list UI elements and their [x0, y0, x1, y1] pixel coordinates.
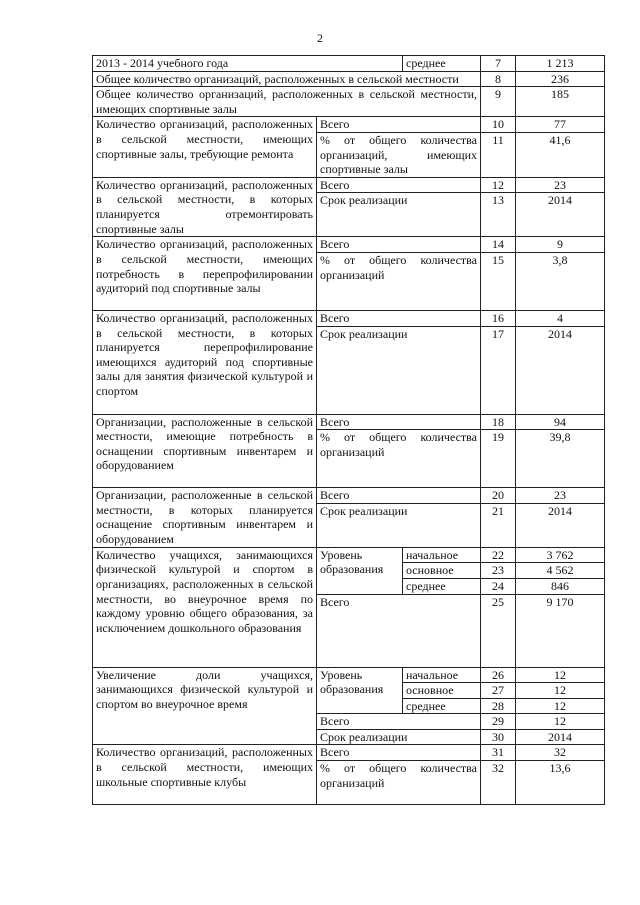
row-sublabel: Всего [317, 488, 481, 504]
row-value: 12 [516, 683, 605, 699]
table-row [93, 177, 605, 193]
level-label: Уровень образования [317, 667, 403, 714]
row-sublabel: Всего [317, 414, 481, 430]
row-number: 20 [481, 488, 516, 504]
row-value: 41,6 [516, 132, 605, 177]
row-number: 15 [481, 252, 516, 310]
row-value: 94 [516, 414, 605, 430]
row-number: 16 [481, 310, 516, 326]
row-sublabel: Всего [317, 117, 481, 133]
row-number: 27 [481, 683, 516, 699]
table-row [93, 117, 605, 133]
row-value: 1 213 [516, 56, 605, 72]
row-value: 4 [516, 310, 605, 326]
row-sublabel: Срок реализации [317, 326, 481, 414]
page-number: 2 [317, 31, 323, 45]
row-sublabel: % от общего количества организаций [317, 430, 481, 488]
row-sublabel: % от общего количества организаций [317, 761, 481, 805]
level-label: Уровень образования [317, 547, 403, 594]
row-number: 11 [481, 132, 516, 177]
indicators-table [92, 55, 605, 805]
row-description: Организации, расположенные в сельской местности, в которых планируется оснащение спортивным инвентарем и оборудованием [93, 488, 317, 548]
row-sublabel: % от общего количества организаций [317, 252, 481, 310]
table-row [93, 488, 605, 504]
row-sublabel: среднее [403, 578, 481, 594]
row-description: Организации, расположенные в сельской местности, имеющие потребность в оснащении спортивным инвентарем и оборудованием [93, 414, 317, 488]
row-sublabel: среднее [403, 698, 481, 714]
row-value: 9 [516, 237, 605, 253]
row-sublabel: % от общего количества организаций, имеющих спортивные залы [317, 132, 481, 177]
row-number: 13 [481, 193, 516, 237]
row-sublabel: Всего [317, 745, 481, 761]
table-row [93, 547, 605, 563]
row-sublabel: основное [403, 563, 481, 579]
row-value: 23 [516, 177, 605, 193]
table-row [93, 310, 605, 326]
row-description: Количество учащихся, занимающихся физической культурой и спортом в организациях, расположенных в сельской местности, во внеурочное время по каждому уровню общего образования, за исключением дошкольного образования [93, 547, 317, 667]
table-row [93, 71, 605, 87]
row-number: 10 [481, 117, 516, 133]
row-description: Количество организаций, расположенных в сельской местности, имеющих школьные спортивные клубы [93, 745, 317, 805]
row-description: Количество организаций, расположенных в сельской местности, имеющих спортивные залы, требующие ремонта [93, 117, 317, 177]
row-number: 17 [481, 326, 516, 414]
table-row [93, 745, 605, 761]
row-value: 185 [516, 87, 605, 117]
row-number: 21 [481, 503, 516, 547]
row-sublabel: основное [403, 683, 481, 699]
table-row [93, 237, 605, 253]
row-description: Общее количество организаций, расположенных в сельской местности, имеющих спортивные залы [93, 87, 481, 117]
row-sublabel: Всего [317, 594, 481, 667]
row-description: Количество организаций, расположенных в сельской местности, в которых планируется отремонтировать спортивные залы [93, 177, 317, 237]
row-sublabel: Всего [317, 237, 481, 253]
row-value: 39,8 [516, 430, 605, 488]
row-number: 7 [481, 56, 516, 72]
row-sublabel: Срок реализации [317, 729, 481, 745]
row-value: 13,6 [516, 761, 605, 805]
row-value: 9 170 [516, 594, 605, 667]
table-row [93, 56, 605, 72]
row-value: 3,8 [516, 252, 605, 310]
row-sublabel: Срок реализации [317, 193, 481, 237]
row-sublabel: Всего [317, 310, 481, 326]
row-sublabel: среднее [403, 56, 481, 72]
row-value: 12 [516, 698, 605, 714]
row-sublabel: Срок реализации [317, 503, 481, 547]
row-description: Количество организаций, расположенных в сельской местности, имеющих потребность в перепрофилировании аудиторий под спортивные залы [93, 237, 317, 311]
row-number: 25 [481, 594, 516, 667]
row-number: 18 [481, 414, 516, 430]
row-number: 29 [481, 714, 516, 730]
row-number: 31 [481, 745, 516, 761]
row-number: 8 [481, 71, 516, 87]
row-value: 77 [516, 117, 605, 133]
row-number: 28 [481, 698, 516, 714]
row-description: Общее количество организаций, расположенных в сельской местности [93, 71, 481, 87]
row-number: 26 [481, 667, 516, 683]
row-number: 24 [481, 578, 516, 594]
row-number: 14 [481, 237, 516, 253]
row-value: 4 562 [516, 563, 605, 579]
row-number: 32 [481, 761, 516, 805]
row-description: Увеличение доли учащихся, занимающихся физической культурой и спортом во внеурочное время [93, 667, 317, 745]
row-number: 19 [481, 430, 516, 488]
row-sublabel: начальное [403, 547, 481, 563]
row-sublabel: Всего [317, 177, 481, 193]
row-value: 236 [516, 71, 605, 87]
row-value: 2014 [516, 729, 605, 745]
row-number: 22 [481, 547, 516, 563]
row-value: 23 [516, 488, 605, 504]
row-value: 846 [516, 578, 605, 594]
row-value: 2014 [516, 503, 605, 547]
row-value: 12 [516, 667, 605, 683]
table-row [93, 414, 605, 430]
row-value: 32 [516, 745, 605, 761]
row-value: 2014 [516, 193, 605, 237]
row-number: 9 [481, 87, 516, 117]
row-number: 23 [481, 563, 516, 579]
row-value: 3 762 [516, 547, 605, 563]
row-sublabel: начальное [403, 667, 481, 683]
table-row [93, 667, 605, 683]
row-number: 12 [481, 177, 516, 193]
row-number: 30 [481, 729, 516, 745]
row-sublabel: Всего [317, 714, 481, 730]
row-description: Количество организаций, расположенных в сельской местности, в которых планируется перепрофилирование имеющихся аудиторий под спортивные залы для занятия физической культурой и спортом [93, 310, 317, 414]
table-row [93, 87, 605, 117]
row-value: 2014 [516, 326, 605, 414]
row-description: 2013 - 2014 учебного года [93, 56, 403, 72]
row-value: 12 [516, 714, 605, 730]
